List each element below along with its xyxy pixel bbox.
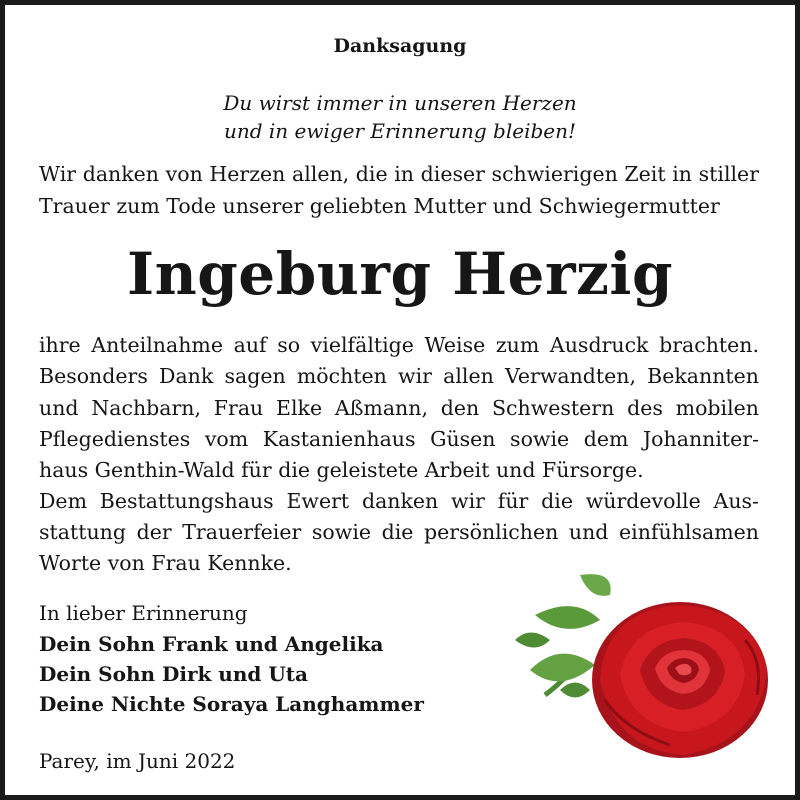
signatory-2: Dein Sohn Dirk und Uta [39,662,308,686]
quote-line-1: Du wirst immer in unseren Herzen [223,91,577,115]
body-line-3: und Nachbarn, Frau Elke Aßmann, den Schwestern des mobilen [39,396,759,420]
quote-line-2: und in ewiger Erinnerung bleiben! [223,119,577,143]
body-line-7: stattung der Trauerfeier sowie die persönlichen und einfühlsamen [39,520,759,544]
signatory-3: Deine Nichte Soraya Langhammer [39,692,424,716]
body-line-2: Besonders Dank sagen möchten wir allen Verwandten, Bekannten [39,364,759,388]
place-date: Parey, im Juni 2022 [39,749,236,773]
intro-line-2: Trauer zum Tode unserer geliebten Mutter und Schwiegermutter [39,194,720,218]
body-line-1: ihre Anteilnahme auf so vielfältige Weise zum Ausdruck brachten. [39,333,759,357]
signatory-1: Dein Sohn Frank und Angelika [39,632,384,656]
body-line-4: Pflegedienstes vom Kastanienhaus Güsen sowie dem Johanniter- [39,427,759,451]
body-line-6: Dem Bestattungshaus Ewert danken wir für die würdevolle Aus- [39,489,759,513]
body-line-5: haus Genthin-Wald für die geleistete Arbeit und Fürsorge. [39,458,644,482]
body-line-8: Worte von Frau Kennke. [39,551,292,575]
deceased-name: Ingeburg Herzig [126,240,674,308]
notice-heading: Danksagung [333,35,467,57]
red-rose-icon [505,570,775,760]
intro-line-1: Wir danken von Herzen allen, die in dieser schwierigen Zeit in stiller [39,162,759,186]
closing-phrase: In lieber Erinnerung [39,601,248,625]
